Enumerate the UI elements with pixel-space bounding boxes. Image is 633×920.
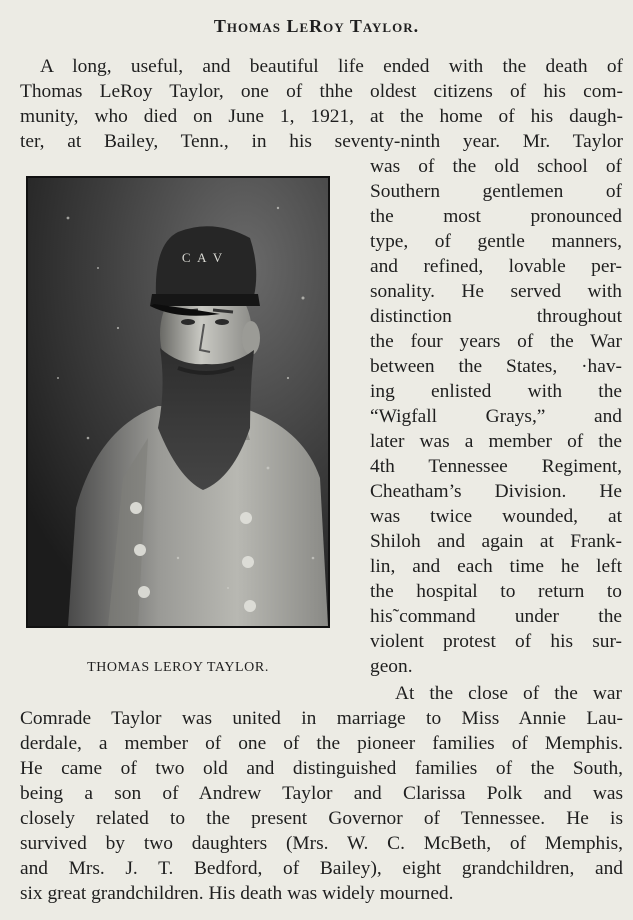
text-line: was twice wounded, at (370, 506, 622, 527)
text-line: Thomas LeRoy Taylor, one of thhe oldest citizens of his com- (20, 81, 623, 102)
text-line: the four years of the War (370, 331, 622, 352)
text-line: Comrade Taylor was united in marriage to Miss Annie Lau- (20, 708, 623, 729)
text-line: closely related to the present Governor of Tennessee. He is (20, 808, 623, 829)
article-title: Thomas LeRoy Taylor. (213, 16, 420, 36)
text-line: the most pronounced (370, 206, 622, 227)
cap-insignia: C A V (181, 250, 225, 265)
text-line: A long, useful, and beautiful life ended with the death of (40, 56, 623, 77)
text-line: Cheatham’s Division. He (370, 481, 622, 502)
text-line: distinction throughout (370, 306, 622, 327)
portrait-illustration (28, 178, 328, 626)
text-line: ter, at Bailey, Tenn., in his seventy-ninth year. Mr. Taylor (20, 131, 623, 152)
text-line: derdale, a member of one of the pioneer families of Memphis. (20, 733, 623, 754)
text-line: violent protest of his sur- (370, 631, 622, 652)
text-line: He came of two old and distinguished families of the South, (20, 758, 623, 779)
text-line: and Mrs. J. T. Bedford, of Bailey), eight grandchildren, and (20, 858, 623, 879)
text-line: and refined, lovable per- (370, 256, 622, 277)
text-line: lin, and each time he left (370, 556, 622, 577)
text-line: his˜command under the (370, 606, 622, 627)
text-line: 4th Tennessee Regiment, (370, 456, 622, 477)
text-line: At the close of the war (395, 683, 622, 704)
text-line: geon. (370, 656, 413, 677)
text-line: “Wigfall Grays,” and (370, 406, 622, 427)
text-line: the hospital to return to (370, 581, 622, 602)
text-line: six great grandchildren. His death was widely mourned. (20, 883, 454, 904)
text-line: sonality. He served with (370, 281, 622, 302)
photo-caption: THOMAS LEROY TAYLOR. (87, 660, 269, 675)
text-line: between the States, ·hav- (370, 356, 622, 377)
text-line: type, of gentle manners, (370, 231, 622, 252)
portrait-photo (26, 176, 330, 628)
text-line: Southern gentlemen of (370, 181, 622, 202)
text-line: munity, who died on June 1, 1921, at the home of his daugh- (20, 106, 623, 127)
text-line: Shiloh and again at Frank- (370, 531, 622, 552)
text-line: was of the old school of (370, 156, 622, 177)
text-line: later was a member of the (370, 431, 622, 452)
text-line: survived by two daughters (Mrs. W. C. McBeth, of Memphis, (20, 833, 623, 854)
text-line: ing enlisted with the (370, 381, 622, 402)
text-line: being a son of Andrew Taylor and Clarissa Polk and was (20, 783, 623, 804)
